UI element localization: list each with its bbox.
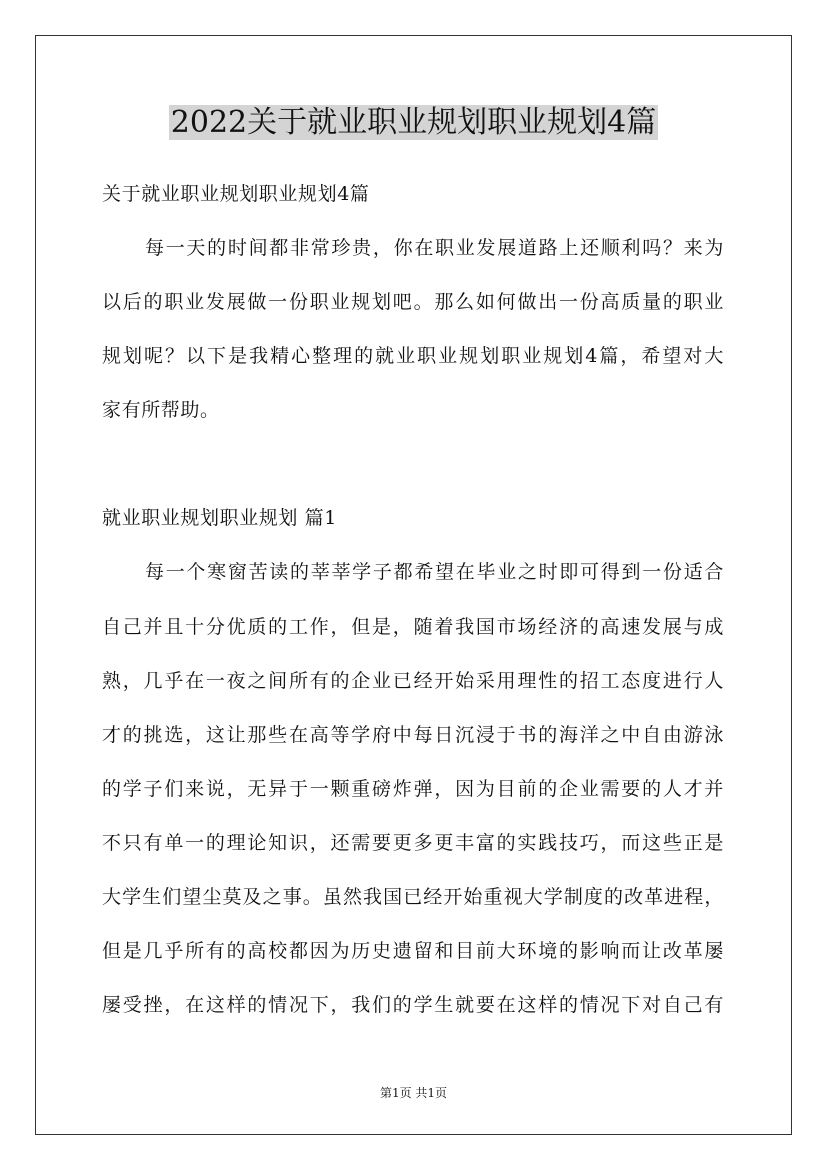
- body-line: 每一个寒窗苦读的莘莘学子都希望在毕业之时即可得到一份适合: [145, 561, 724, 583]
- body-line: 的学子们来说，无异于一颗重磅炸弹，因为目前的企业需要的人才并: [102, 778, 724, 800]
- page-number-footer: 第1页 共1页: [379, 1086, 448, 1100]
- body-line: 自己并且十分优质的工作，但是，随着我国市场经济的高速发展与成: [102, 616, 724, 638]
- body-line: 熟，几乎在一夜之间所有的企业已经开始采用理性的招工态度进行人: [102, 670, 724, 692]
- intro-line: 每一天的时间都非常珍贵，你在职业发展道路上还顺利吗？来为: [145, 237, 724, 259]
- body-line: 但是几乎所有的高校都因为历史遗留和目前大环境的影响而让改革屡: [102, 940, 724, 962]
- intro-line: 以后的职业发展做一份职业规划吧。那么如何做出一份高质量的职业: [102, 291, 724, 313]
- document-title-text: 2022关于就业职业规划职业规划4篇: [170, 105, 657, 140]
- body-line: 不只有单一的理论知识，还需要更多更丰富的实践技巧，而这些正是: [102, 832, 724, 854]
- body-line: 才的挑选，这让那些在高等学府中每日沉浸于书的海洋之中自由游泳: [102, 724, 724, 746]
- section-heading: 就业职业规划职业规划 篇1: [102, 507, 337, 529]
- intro-line: 家有所帮助。: [102, 399, 220, 421]
- intro-line: 规划呢？以下是我精心整理的就业职业规划职业规划4篇，希望对大: [102, 345, 724, 367]
- body-line: 屡受挫，在这样的情况下，我们的学生就要在这样的情况下对自己有: [102, 994, 724, 1016]
- document-subtitle: 关于就业职业规划职业规划4篇: [102, 183, 370, 205]
- body-line: 大学生们望尘莫及之事。虽然我国已经开始重视大学制度的改革进程，: [102, 886, 724, 908]
- document-title: [0, 103, 827, 143]
